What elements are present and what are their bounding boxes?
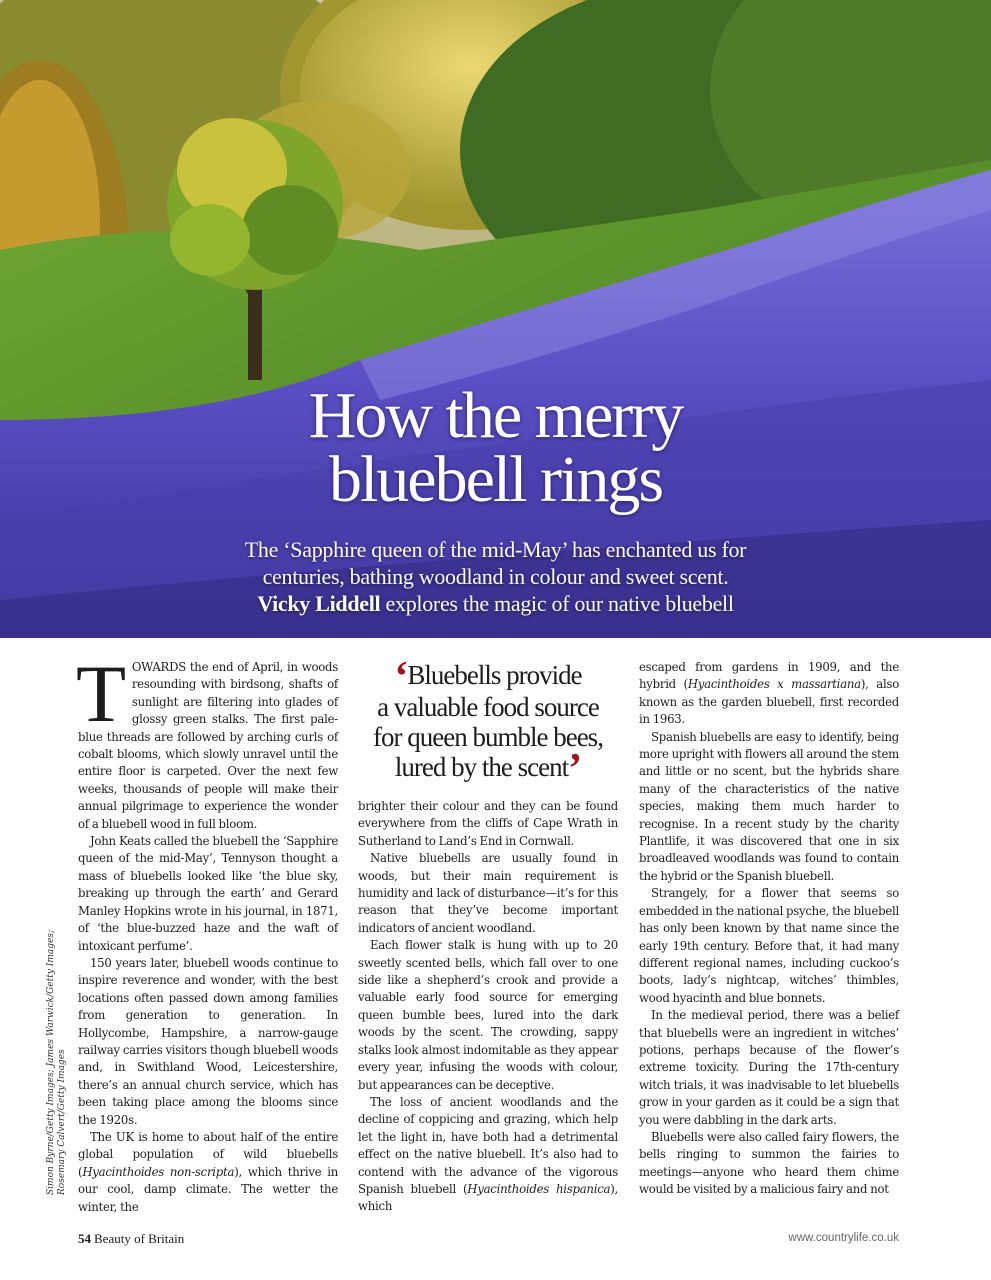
section-name: Beauty of Britain (94, 1231, 185, 1246)
website-url: www.countrylife.co.uk (788, 1232, 899, 1244)
standfirst-line-1: The ‘Sapphire queen of the mid-May’ has enchanted us for (244, 537, 747, 562)
paragraph: Bluebells were also called fairy flowers, the bells ringing to summon the fairies to meetings—anyone who heard them chime would be visited by a malicious fairy and not (639, 1129, 899, 1197)
paragraph: Each flower stalk is hung with up to 20 sweetly scented bells, which fall over to one side like a shepherd’s crook and provide a valuable early food source for emerging queen bumble bees, lured into the dark woods by the scent. The crowding, sappy stalks look almost indomitable as they appear every year, infusing the woods with colour, but appearances can be deceptive. (358, 938, 618, 1092)
latin-name: Hyacinthoides x massartiana (687, 677, 861, 692)
paragraph-text: ), which (358, 1181, 618, 1214)
hero-photo (0, 0, 991, 638)
paragraph: Native bluebells are usually found in woods, but their main requirement is humidity and lack of disturbance—it’s for this reason that they’ve become important indicators of ancient woodland. (358, 851, 618, 935)
headline-line-1: How the merry (308, 379, 683, 452)
drop-cap: T (76, 648, 126, 739)
page-folio (78, 1231, 184, 1247)
article-column-1 (76, 648, 338, 1216)
paragraph (78, 1129, 338, 1216)
paragraph-text: ), also known as the garden bluebell, first recorded in 1963. (639, 677, 899, 727)
paragraph: In the medieval period, there was a belief that bluebells were an ingredient in witches’ potions, perhaps because of the flower’s extreme toxicity. During the 17th-century witch trials, it was inadvisable to let bluebells grow in your garden as it could be a sign that you were dabbling in the dark arts. (639, 1008, 899, 1127)
pull-quote-line-1: Bluebells provide (407, 660, 582, 690)
photo-credit (46, 895, 68, 1195)
paragraph: 150 years later, bluebell woods continue to inspire reverence and wonder, with the best locations often passed down among families from generation to generation. In Hollycombe, Hampshire, a narrow-gauge railway carries visitors though bluebell woods and, in Swithland Wood, Leicestershire, there’s an annual church service, which has been taking place among the blooms since the 1920s. (78, 955, 338, 1127)
pull-quote-line-3: for queen bumble bees, (373, 722, 603, 752)
standfirst-line-3: explores the magic of our native bluebell (385, 591, 734, 616)
article-column-3 (639, 659, 899, 1199)
paragraph (358, 1094, 618, 1216)
pull-quote (352, 654, 624, 792)
photo-credit-line-1: Simon Byrne/Getty Images; James Warwick/Getty Images; (46, 929, 56, 1195)
photo-credit-line-2: Rosemary Calvert/Getty Images (57, 1049, 67, 1195)
paragraph-text: OWARDS the end of April, in woods resounding with birdsong, shafts of sunlight are filtering into glades of glossy green stalks. The first pale-blue threads are followed by arching curls of cobalt blooms, which slowly unravel until the entire floor is carpeted. Over the next few weeks, thousands of people will make their annual pilgrimage to experience the wonder of a bluebell wood in full bloom. (78, 660, 338, 831)
latin-name: Hyacinthoides non-scripta (82, 1164, 235, 1179)
headline-line-2: bluebell rings (328, 443, 663, 516)
page-number: 54 (78, 1231, 91, 1246)
open-quote-mark: ‘ (394, 654, 408, 700)
paragraph-text: ), which thrive in our cool, damp climate. The wetter the winter, the (78, 1164, 338, 1214)
standfirst (0, 536, 991, 617)
paragraph: brighter their colour and they can be found everywhere from the cliffs of Cape Wrath in Sutherland to Land’s End in Cornwall. (358, 799, 618, 848)
paragraph-text: The loss of ancient woodlands and the decline of coppicing and grazing, which help let the light in, have both had a detrimental effect on the native bluebell. It’s also had to contend with the advance of the vigorous Spanish bluebell ( (358, 1094, 618, 1196)
standfirst-line-2: centuries, bathing woodland in colour and sweet scent. (262, 564, 729, 589)
close-quote-mark: ’ (568, 746, 582, 792)
latin-name: Hyacinthoides hispanica (467, 1181, 611, 1196)
headline (0, 379, 991, 516)
paragraph: Strangely, for a flower that seems so embedded in the national psyche, the bluebell has only been known by that name since the early 19th century. Before that, it had many different regional names, including cuckoo’s boots, lady’s nightcap, witches’ thimbles, wood hyacinth and blue bonnets. (639, 886, 899, 1005)
article-column-2 (358, 798, 618, 1216)
byline: Vicky Liddell (257, 591, 381, 616)
paragraph-text: The UK is home to about half of the entire global population of wild bluebells ( (78, 1129, 338, 1179)
paragraph (76, 648, 338, 833)
paragraph: Spanish bluebells are easy to identify, being more upright with flowers all around the stem and little or no scent, but the hybrids share many of the characteristics of the native species, making them much harder to recognise. In a recent study by the charity Plantlife, it was discovered that one in six broadleaved woodlands was found to contain the hybrid or the Spanish bluebell. (639, 729, 899, 883)
paragraph-text: escaped from gardens in 1909, and the hybrid ( (639, 660, 899, 692)
paragraph: John Keats called the bluebell the ‘Sapphire queen of the mid-May’, Tennyson thought a mass of bluebells looked like ‘the blue sky, breaking up through the earth’ and Gerard Manley Hopkins wrote in his journal, in 1871, of ‘the blue-buzzed haze and the waft of intoxicant perfume’. (78, 834, 338, 953)
paragraph (639, 659, 899, 729)
pull-quote-line-4: lured by the scent (394, 752, 569, 782)
pull-quote-line-2: a valuable food source (377, 692, 599, 722)
